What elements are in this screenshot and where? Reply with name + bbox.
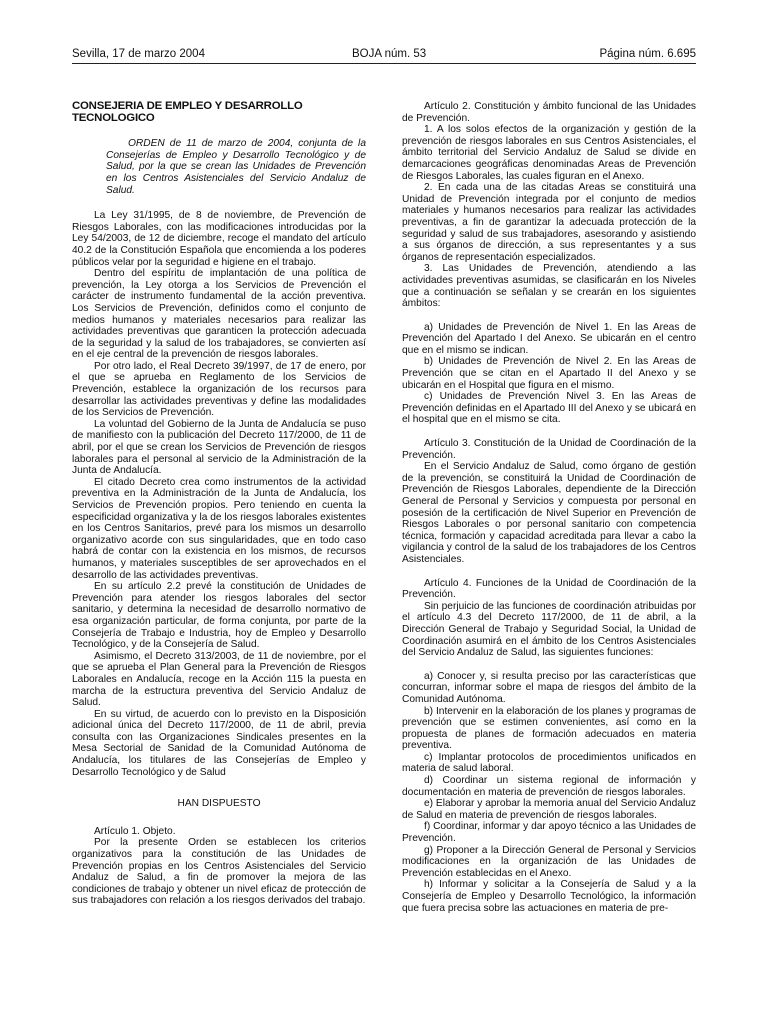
article-2-point-3: 3. Las Unidades de Prevención, atendiendo a las actividades preventivas asumidas, se clasificarán en los Niveles que a continuación se señalan y se crearán en los siguientes ámbitos:: [402, 263, 696, 310]
spacer: [402, 426, 696, 438]
paragraph: Por otro lado, el Real Decreto 39/1997, de 17 de enero, por el que se aprueba en Reglamento de los Servicios de Prevención, establece la organización de los recursos para desarrollar las actividades preventivas y define las modalidades de los Servicios de Prevención.: [72, 360, 366, 419]
article-4-item-d: d) Coordinar un sistema regional de información y documentación en materia de prevención de riesgos laborales.: [402, 775, 696, 798]
header-page-number: Página núm. 6.695: [599, 48, 696, 60]
article-2-item-c: c) Unidades de Prevención Nivel 3. En las Areas de Prevención definidas en el Apartado III del Anexo y se ubicará en el hospital que en el mismo se cita.: [402, 391, 696, 426]
han-dispuesto-heading: HAN DISPUESTO: [177, 798, 261, 810]
paragraph: La voluntad del Gobierno de la Junta de Andalucía se puso de manifiesto con la publicación del Decreto 117/2000, de 11 de abril, por el que se crean los Servicios de Prevención de riesgos laborales para el personal al servicio de la Administración de la Junta de Andalucía.: [72, 418, 366, 477]
article-2-item-b: b) Unidades de Prevención de Nivel 2. En las Areas de Prevención que se citan en el Apartado II del Anexo y se ubicarán en el Hospital que figura en el mismo.: [402, 356, 696, 391]
article-2-item-a: a) Unidades de Prevención de Nivel 1. En las Areas de Prevención del Apartado I del Anexo. Se ubicarán en el centro que en el mismo se indican.: [402, 321, 696, 356]
article-2-point-2: 2. En cada una de las citadas Areas se constituirá una Unidad de Prevención integrada por el conjunto de medios materiales y humanos necesarios para realizar las actividades preventivas, a fin de garantizar la adecuada protección de la seguridad y salud de sus trabajadores, asesorando y asistiendo a sus órganos de dirección, a sus representantes y a sus órganos de representación especializados.: [402, 182, 696, 263]
article-4-item-e: e) Elaborar y aprobar la memoria anual del Servicio Andaluz de Salud en materia de prevención de riesgos laborales.: [402, 798, 696, 821]
article-3-text: En el Servicio Andaluz de Salud, como órgano de gestión de la prevención, se constituirá la Unidad de Coordinación de Prevención de Riesgos Laborales, dependiente de la Dirección General de Personal y Servicios y compuesta por personal en posesión de la certificación de Nivel Superior en Prevención de Riesgos Laborales o por personal sanitario con competencia técnica, formación y capacidad acreditada para llevar a cabo la vigilancia y control de la salud de los trabajadores de los Centros Asistenciales.: [402, 461, 696, 565]
header-date: Sevilla, 17 de marzo 2004: [72, 48, 205, 60]
paragraph: Asimismo, el Decreto 313/2003, de 11 de noviembre, por el que se aprueba el Plan General para la Prevención de Riesgos Laborales en Andalucía, recoge en la Acción 115 la puesta en marcha de la estructura preventiva del Servicio Andaluz de Salud.: [72, 650, 366, 709]
right-column: [402, 101, 696, 914]
section-title: CONSEJERIA DE EMPLEO Y DESARROLLO TECNOLOGICO: [72, 100, 303, 124]
page-header: [72, 48, 696, 64]
article-4-item-g: g) Proponer a la Dirección General de Personal y Servicios modificaciones en la organización de las Unidades de Prevención establecidas en el Anexo.: [402, 844, 696, 879]
article-4-item-a: a) Conocer y, si resulta preciso por las características que concurran, informar sobre el mapa de riesgos del ámbito de la Comunidad Autónoma.: [402, 670, 696, 705]
header-journal: BOJA núm. 53: [352, 48, 427, 60]
article-1-text: Por la presente Orden se establecen los criterios organizativos para la constitución de las Unidades de Prevención propias en los Centros Asistenciales del Servicio Andaluz de Salud, a fin de promover la mejora de las condiciones de trabajo y obtener un nivel eficaz de protección de sus trabajadores con relación a los riesgos derivados del trabajo.: [72, 837, 366, 907]
header-rule: [72, 63, 696, 64]
paragraph: En su artículo 2.2 prevé la constitución de Unidades de Prevención para atender los riesgos laborales del sector sanitario, y determina la necesidad de desarrollo normativo de esa organización particular, de forma conjunta, por parte de la Consejería de Trabajo e Industria, hoy de Empleo y Desarrollo Tecnológico, y de la Consejería de Salud.: [72, 581, 366, 651]
orden-title: ORDEN de 11 de marzo de 2004, conjunta de la Consejerías de Empleo y Desarrollo Tecnológico y de Salud, por la que se crean las Unidades de Prevención en los Centros Asistenciales del Servicio Andaluz de Salud.: [106, 138, 366, 196]
paragraph: El citado Decreto crea como instrumentos de la actividad preventiva en la Administración de la Junta de Andalucía, los Servicios de Prevención propios. Pero teniendo en cuenta la especificidad organizativa y la de los riesgos laborales existentes en los Centros Sanitarios, prevé para los mismos un desarrollo organizativo acorde con sus singularidades, que en todo caso habrá de contar con la existencia en los mismos, de recursos humanos, y materiales susceptibles de ser aprovechados en el desarrollo de las actividades preventivas.: [72, 476, 366, 581]
spacer: [402, 310, 696, 322]
article-2-title: Artículo 2. Constitución y ámbito funcional de las Unidades de Prevención.: [402, 101, 696, 124]
article-3-title: Artículo 3. Constitución de la Unidad de Coordinación de la Prevención.: [402, 438, 696, 461]
article-4-item-b: b) Intervenir en la elaboración de los planes y programas de prevención que se estimen convenientes, así como en la propuesta de planes de formación adecuados en materia preventiva.: [402, 705, 696, 752]
article-4-title: Artículo 4. Funciones de la Unidad de Coordinación de la Prevención.: [402, 577, 696, 601]
spacer: [402, 659, 696, 671]
paragraph: La Ley 31/1995, de 8 de noviembre, de Prevención de Riesgos Laborales, con las modificaciones introducidas por la Ley 54/2003, de 12 de diciembre, recoge el mandato del artículo 40.2 de la Constitución Española que encomienda a los poderes públicos velar por la seguridad e higiene en el trabajo.: [72, 210, 366, 268]
article-2-point-1: 1. A los solos efectos de la organización y gestión de la prevención de riesgos laborales en sus Centros Asistenciales, el ámbito territorial del Servicio Andaluz de Salud se divide en demarcaciones geográficas denominadas Areas de Prevención de Riesgos Laborales, las cuales figuran en el Anexo.: [402, 124, 696, 182]
article-4-item-c: c) Implantar protocolos de procedimientos unificados en materia de salud laboral.: [402, 751, 696, 775]
paragraph: En su virtud, de acuerdo con lo previsto en la Disposición adicional única del Decreto 117/2000, de 11 de abril, previa consulta con las Organizaciones Sindicales presentes en la Mesa Sectorial de Sanidad de la Comunidad Autónoma de Andalucía, los titulares de las Consejerías de Empleo y Desarrollo Tecnológico y de Salud: [72, 708, 366, 778]
article-4-text: Sin perjuicio de las funciones de coordinación atribuidas por el artículo 4.3 del Decreto 117/2000, de 11 de abril, a la Dirección General de Trabajo y Seguridad Social, la Unidad de Coordinación asumirá en el ámbito de los Centros Asistenciales del Servicio Andaluz de Salud, las siguientes funciones:: [402, 600, 696, 659]
left-column: [72, 101, 366, 907]
article-4-item-h: h) Informar y solicitar a la Consejería de Salud y a la Consejería de Empleo y Desarrollo Tecnológico, la información que fuera precisa sobre las actuaciones en materia de pre-: [402, 879, 696, 914]
spacer: [402, 566, 696, 578]
article-4-item-f: f) Coordinar, informar y dar apoyo técnico a las Unidades de Prevención.: [402, 821, 696, 845]
article-1-title: Artículo 1. Objeto.: [94, 825, 176, 837]
paragraph: Dentro del espíritu de implantación de una política de prevención, la Ley otorga a los Servicios de Prevención el carácter de instrumento fundamental de la acción preventiva. Los Servicios de Prevención, definidos como el conjunto de medios humanos y materiales necesarios para realizar las actividades preventivas que garanticen la protección adecuada de la seguridad y la salud de los trabajadores, se convierten así en el eje central de la prevención de riesgos laborales.: [72, 268, 366, 361]
